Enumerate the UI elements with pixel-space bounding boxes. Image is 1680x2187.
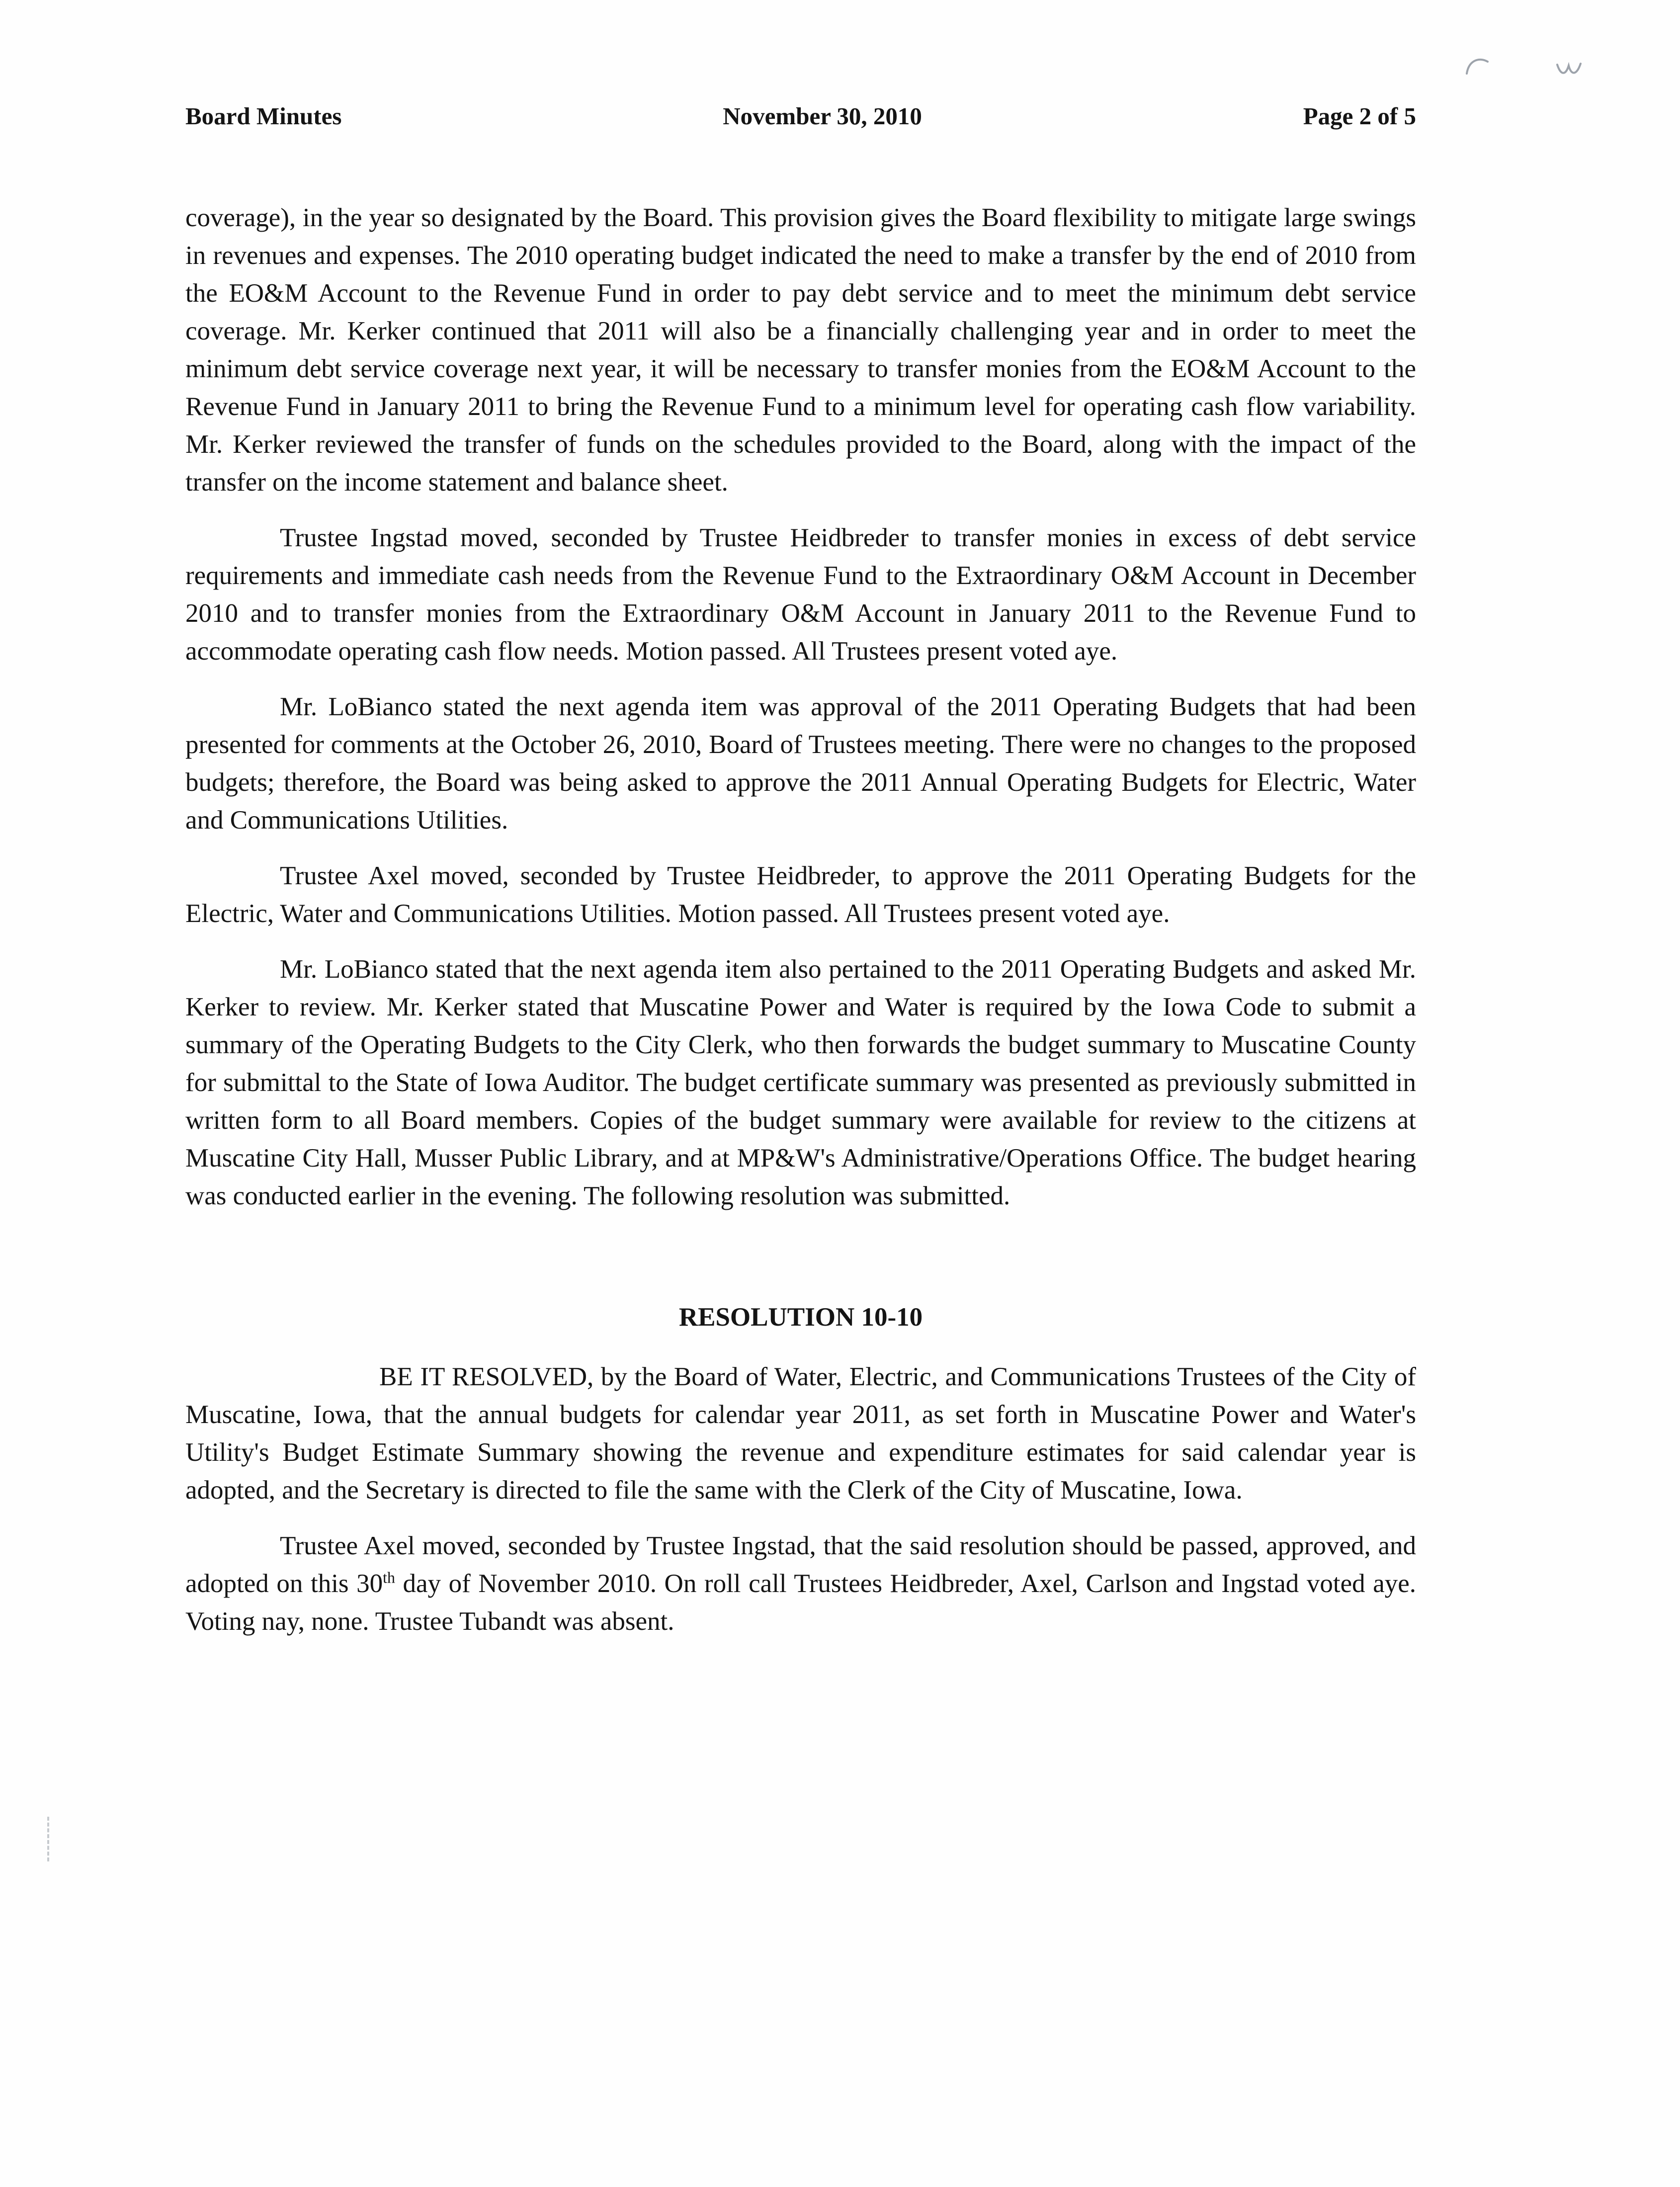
closing-text-before-superscript: Trustee Axel moved, seconded by Trustee Ingstad, that the said resolution should be passed, approved, and adopted on this 30 xyxy=(185,1531,1416,1598)
paragraph-resolution-adoption xyxy=(185,1527,1416,1640)
resolution-heading: RESOLUTION 10-10 xyxy=(678,1303,923,1332)
page-header xyxy=(185,102,1416,130)
header-date: November 30, 2010 xyxy=(723,102,922,130)
paragraph-budget-summary-submittal: Mr. LoBianco stated that the next agenda item also pertained to the 2011 Operating Budgets and asked Mr. Kerker to review. Mr. Kerker stated that Muscatine Power and Water is required by the Iowa Code to submit a summary of the Operating Budgets to the City Clerk, who then forwards the budget summary to Muscatine County for submittal to the State of Iowa Auditor. The budget certificate summary was presented as previously submitted in written form to all Board members. Copies of the budget summary were available for review to the citizens at Muscatine City Hall, Musser Public Library, and at MP&W's Administrative/Operations Office. The budget hearing was conducted earlier in the evening. The following resolution was submitted. xyxy=(185,955,1416,1210)
header-document-title: Board Minutes xyxy=(185,102,342,130)
scan-artifact-mark xyxy=(47,1817,49,1861)
paragraph-be-it-resolved: BE IT RESOLVED, by the Board of Water, Electric, and Communications Trustees of the City of Muscatine, Iowa, that the annual budgets for calendar year 2011, as set forth in Muscatine Power and Water's Utility's Budget Estimate Summary showing the revenue and expenditure estimates for said calendar year is adopted, and the Secretary is directed to file the same with the Clerk of the City of Muscatine, Iowa. xyxy=(185,1362,1416,1505)
closing-text-after-superscript: day of November 2010. On roll call Trustees Heidbreder, Axel, Carlson and Ingstad voted aye. Voting nay, none. Trustee Tubandt was absent. xyxy=(185,1569,1416,1636)
ordinal-superscript: th xyxy=(383,1569,395,1587)
pen-mark-icon xyxy=(1555,59,1584,83)
pen-mark-icon xyxy=(1464,54,1491,80)
document-body xyxy=(185,199,1416,1640)
paragraph-eom-transfer-continuation: coverage), in the year so designated by the Board. This provision gives the Board flexibility to mitigate large swings in revenues and expenses. The 2010 operating budget indicated the need to make a transfer by the end of 2010 from the EO&M Account to the Revenue Fund in order to pay debt service and to meet the minimum debt service coverage. Mr. Kerker continued that 2011 will also be a financially challenging year and in order to meet the minimum debt service coverage next year, it will be necessary to transfer monies from the EO&M Account to the Revenue Fund in January 2011 to bring the Revenue Fund to a minimum level for operating cash flow variability. Mr. Kerker reviewed the transfer of funds on the schedules provided to the Board, along with the impact of the transfer on the income statement and balance sheet. xyxy=(185,203,1416,497)
paragraph-motion-transfer-monies: Trustee Ingstad moved, seconded by Trustee Heidbreder to transfer monies in excess of debt service requirements and immediate cash needs from the Revenue Fund to the Extraordinary O&M Account in December 2010 and to transfer monies from the Extraordinary O&M Account in January 2011 to the Revenue Fund to accommodate operating cash flow needs. Motion passed. All Trustees present voted aye. xyxy=(185,523,1416,666)
paragraph-agenda-operating-budgets: Mr. LoBianco stated the next agenda item was approval of the 2011 Operating Budgets that had been presented for comments at the October 26, 2010, Board of Trustees meeting. There were no changes to the proposed budgets; therefore, the Board was being asked to approve the 2011 Annual Operating Budgets for Electric, Water and Communications Utilities. xyxy=(185,692,1416,835)
paragraph-motion-approve-budgets: Trustee Axel moved, seconded by Trustee Heidbreder, to approve the 2011 Operating Budgets for the Electric, Water and Communications Utilities. Motion passed. All Trustees present voted aye. xyxy=(185,861,1416,928)
header-page-number: Page 2 of 5 xyxy=(1303,102,1416,130)
